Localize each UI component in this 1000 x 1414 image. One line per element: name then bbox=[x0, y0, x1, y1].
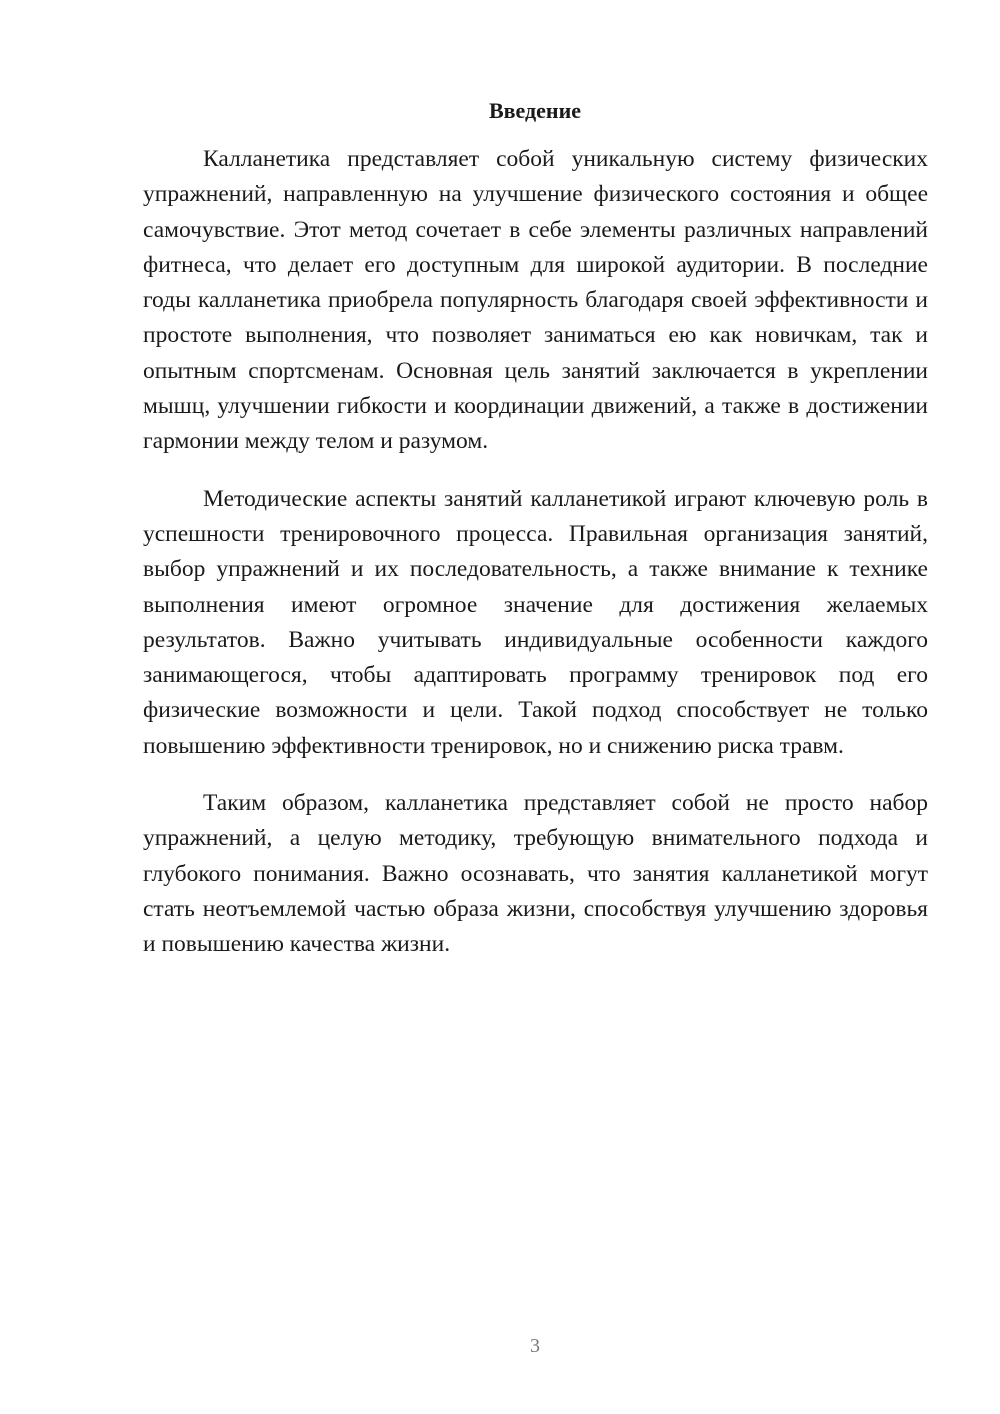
page-number: 3 bbox=[530, 1335, 540, 1357]
body-text bbox=[143, 142, 928, 985]
paragraph-3: Таким образом, калланетика представляет собой не просто набор упражнений, а целую методику, требующую внимательного подхода и глубокого понимания. Важно осознавать, что занятия калланетикой могут стать неотъемлемой частью образа жизни, способствуя улучшению здоровья и повышению качества жизни. bbox=[143, 790, 928, 958]
paragraph-2: Методические аспекты занятий калланетикой играют ключевую роль в успешности тренировочного процесса. Правильная организация занятий, выбор упражнений и их последовательность, а также внимание к технике выполнения имеют огромное значение для достижения желаемых результатов. Важно учитывать индивидуальные особенности каждого занимающегося, чтобы адаптировать программу тренировок под его физические возможности и цели. Такой подход способствует не только повышению эффективности тренировок, но и снижению риска травм. bbox=[143, 485, 928, 759]
paragraph-1: Калланетика представляет собой уникальную систему физических упражнений, направленную на улучшение физического состояния и общее самочувствие. Этот метод сочетает в себе элементы различных направлений фитнеса, что делает его доступным для широкой аудитории. В последние годы калланетика приобрела популярность благодаря своей эффективности и простоте выполнения, что позволяет заниматься ею как новичкам, так и опытным спортсменам. Основная цель занятий заключается в укреплении мышц, улучшении гибкости и координации движений, а также в достижении гармонии между телом и разумом. bbox=[143, 146, 928, 455]
section-title: Введение bbox=[488, 98, 582, 123]
